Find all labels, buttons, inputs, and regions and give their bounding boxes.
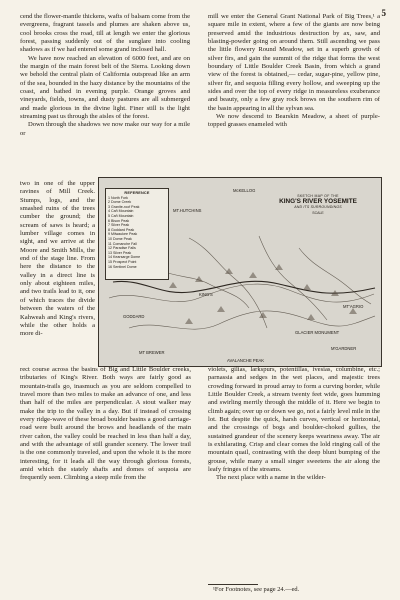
legend-item: 13 Silver Peak — [108, 250, 132, 255]
paragraph: cend the flower-mantle thickens, wafts of balsam come from the evergreens, fragrant tassels and plumes are shaken above us, cool brooks cross the road, till at length we enter the glorious forest, passing suddenly out of the sunglare into cooling shadows as if we had entered some grand inclosed hall. — [20, 13, 190, 54]
right-column-top — [208, 13, 380, 130]
legend-item: 11 Comanche Fall — [108, 241, 137, 246]
map-label: MT BREWER — [139, 350, 165, 355]
map-scale: SCALE — [312, 211, 324, 215]
paragraph: Down through the shadows we now make our way for a mile or — [20, 121, 190, 137]
right-column-bottom — [208, 366, 380, 483]
paragraph: We now descend to Bearskin Meadow, a sheet of purple-topped grasses enameled with — [208, 113, 380, 129]
map-label: AVALANCHE PEAK — [227, 358, 265, 363]
map-label: M'GARDNER — [331, 346, 357, 351]
page-number: 5 — [381, 8, 386, 18]
paragraph: We have now reached an elevation of 6000 feet, and are on the margin of the main forest belt of the Sierra. Looking down we behold the central plain of California outspread like an arm of the sea, bounded in the hazy distance by the mountains of the coast, and bathed in evening purple. Orange groves and vineyards, fields, towns, and dusty pastures are all submerged and made glorious in the divine light. Finer still is the light streaming past us through the aisles of the forest. — [20, 54, 190, 121]
legend-item: 8 Goddard Peak — [108, 227, 135, 232]
paragraph: rect course across the basins of Big and Little Boulder creeks, tributaries of King's River. Both ways are fairly good as mountain-trails go, inasmuch as you are seldom compelled to travel more than two miles to make an advance of one, and less than half of the miles are perpendicular. A stout walker may make the trip to the valley in a day. But if instead of crossing every ridge-wave of these broad boulder basins a good carriage-road were built around the brows and headlands of the main river cañon, the valley could be reached in less than half a day, and with the advantage of still grander scenery. The lower trail is the one commonly traveled, and upon the whole it is the more interesting, for it leads all the way through glorious forests, amid which the stately shafts and domes of sequoia are frequently seen. Climbing a steep mile from the — [20, 366, 191, 482]
legend-item: 15 Prospect Point — [108, 259, 137, 264]
paragraph: two in one of the upper ravines of Mill Creek. Stumps, logs, and the smashed ruins of the trees cumber the ground; the scream of saws is heard; a lumber village comes in sight, and we arrive at the Moore and Smith Mills, the end of the stage line. From here the distance to the valley in a direct line is only about eighteen miles, and two trails lead to it, one of which traces the divide between the waters of the Kahweah and King's rivers, while the other holds a more di- — [20, 180, 95, 338]
paragraph: violets, gilias, larkspurs, potentillas, ivesias, columbine, etc.; parnassia and sedges in the wet places, and majestic trees crowding forward in proud array to form a curving border, while Little Boulder Creek, a stream twenty feet wide, goes humming and swirling merrily through the middle of it. Here we begin to climb again; over up or down we go, not a fairly level mile in the lot. But despite the quick, harsh curves, vertical or horizontal, and the crossings of bogs and boulder-choked gullies, the sustained grandeur of the scenery keeps weariness away. The air is exhilarating. Crisp and clear comes the lold ringing call of the mountain quail, contrasting with the deep blunt bumping of the grouse, while many a small singer sweetens the air along the leafy fringes of the streams. — [208, 366, 380, 474]
left-column-bottom — [20, 366, 191, 483]
map-label: KING'S — [199, 292, 213, 297]
legend-item: 10 Dome Peak — [108, 236, 132, 241]
map-label: GLACIER MONUMENT — [295, 330, 340, 335]
map-title: KING'S RIVER YOSEMITE — [279, 198, 357, 205]
footnote-rule — [208, 584, 258, 585]
legend-item: 16 Sentinel Dome — [108, 264, 137, 269]
legend-item: 7 Silver Peak — [108, 223, 130, 228]
footnote: ¹For Footnotes, see page 24.—ed. — [213, 586, 300, 593]
legend-item: 6 Bison Peak — [108, 218, 130, 223]
paragraph: The next place with a name in the wilder- — [216, 474, 326, 482]
legend-item: 2 Dome Creek — [108, 200, 132, 205]
left-column-top — [20, 13, 190, 138]
map-legend — [105, 188, 169, 280]
legend-item: 3 Granite-roof Peak — [108, 204, 140, 209]
legend-item: 5 Cañ Mountain — [108, 213, 134, 218]
legend-title: REFERENCE — [124, 191, 150, 195]
legend-item: 14 Kearsarge Dome — [108, 255, 141, 260]
sketch-map-figure — [98, 177, 382, 367]
map-label: McKELLOG — [233, 188, 256, 193]
map-kicker: SKETCH MAP OF THE — [297, 194, 339, 198]
legend-item: 1 North Fork — [108, 195, 128, 200]
legend-item: 4 Cañ Mountain — [108, 209, 134, 214]
map-label: MT.HUTCHINS — [173, 208, 202, 213]
legend-item: 12 Paradise Falls — [108, 246, 136, 251]
paragraph: mill we enter the General Grant National Park of Big Trees,¹ a square mile in extent, where a few of the giants are now being preserved amid the industrious destruction by ax, saw, and blasting-powder going on around them. Still ascending we pass the little flowery Round Meadow, set in a superb growth of silver firs, and gain the summit of the ridge that forms the west boundary of Little Boulder Creek Basin, from which a grand view of the forest is obtained,— cedar, sugar-pine, yellow pine, silver fir, and sequoia filling every hollow, and sweeping up the sides and over the top of every ridge in measureless exuberance and beauty, only a few gray rock brows on the southern rim of the basin appearing in all the sylvan sea. — [208, 13, 380, 112]
map-label: GODDARD — [123, 314, 145, 319]
left-column-wrap — [20, 180, 95, 339]
map-subtitle: AND ITS SURROUNDINGS — [294, 205, 342, 209]
map-label: MT'AGRIO — [343, 304, 364, 309]
legend-item: 9 Milwaukee Peak — [108, 232, 138, 237]
map-title-block — [262, 194, 374, 215]
